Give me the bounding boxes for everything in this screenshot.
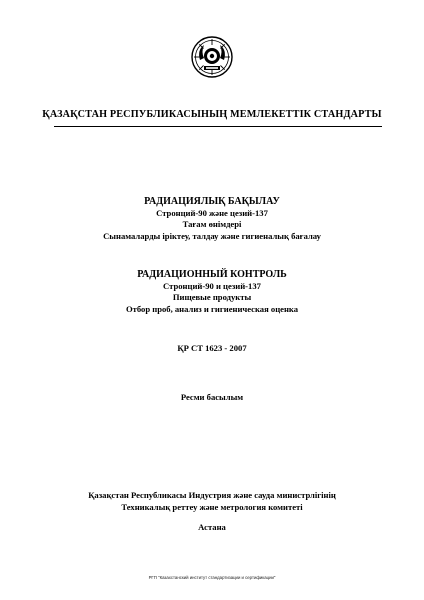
kazakh-subtitle-2: Тағам өнімдері: [182, 219, 242, 229]
russian-title-block: [0, 269, 424, 315]
russian-main-title: РАДИАЦИОННЫЙ КОНТРОЛЬ: [137, 269, 287, 280]
kazakh-subtitle-1: Стронций-90 және цезий-137: [156, 207, 268, 218]
kazakh-main-title: РАДИАЦИЯЛЫҚ БАҚЫЛАУ: [144, 196, 280, 207]
header-divider: [54, 126, 382, 127]
city-label: Астана: [198, 522, 226, 532]
footer-note: РГП "Казахстанский институт стандартизации и сертификации": [148, 575, 276, 580]
kazakh-subtitle-3: Сынамаларды іріктеу, талдау және гигиеналық бағалау: [103, 230, 321, 241]
publisher-line-1: Қазақстан Республикасы Индустрия және сауда министрлігінің: [88, 490, 336, 500]
russian-subtitle-2: Пищевые продукты: [172, 292, 252, 302]
publisher-block: [0, 490, 424, 513]
publisher-line-2: Техникалық реттеу және метрология комитеті: [121, 501, 303, 512]
state-emblem-icon: [191, 36, 233, 78]
standard-code: ҚР СТ 1623 - 2007: [177, 343, 247, 353]
document-header: ҚАЗАҚСТАН РЕСПУБЛИКАСЫНЫҢ МЕМЛЕКЕТТІК СТАНДАРТЫ: [42, 109, 382, 120]
russian-subtitle-3: Отбор проб, анализ и гигиеническая оценка: [125, 303, 299, 314]
edition-label: Ресми басылым: [180, 392, 244, 402]
kazakh-title-block: [0, 196, 424, 242]
russian-subtitle-1: Стронций-90 и цезий-137: [163, 280, 261, 291]
